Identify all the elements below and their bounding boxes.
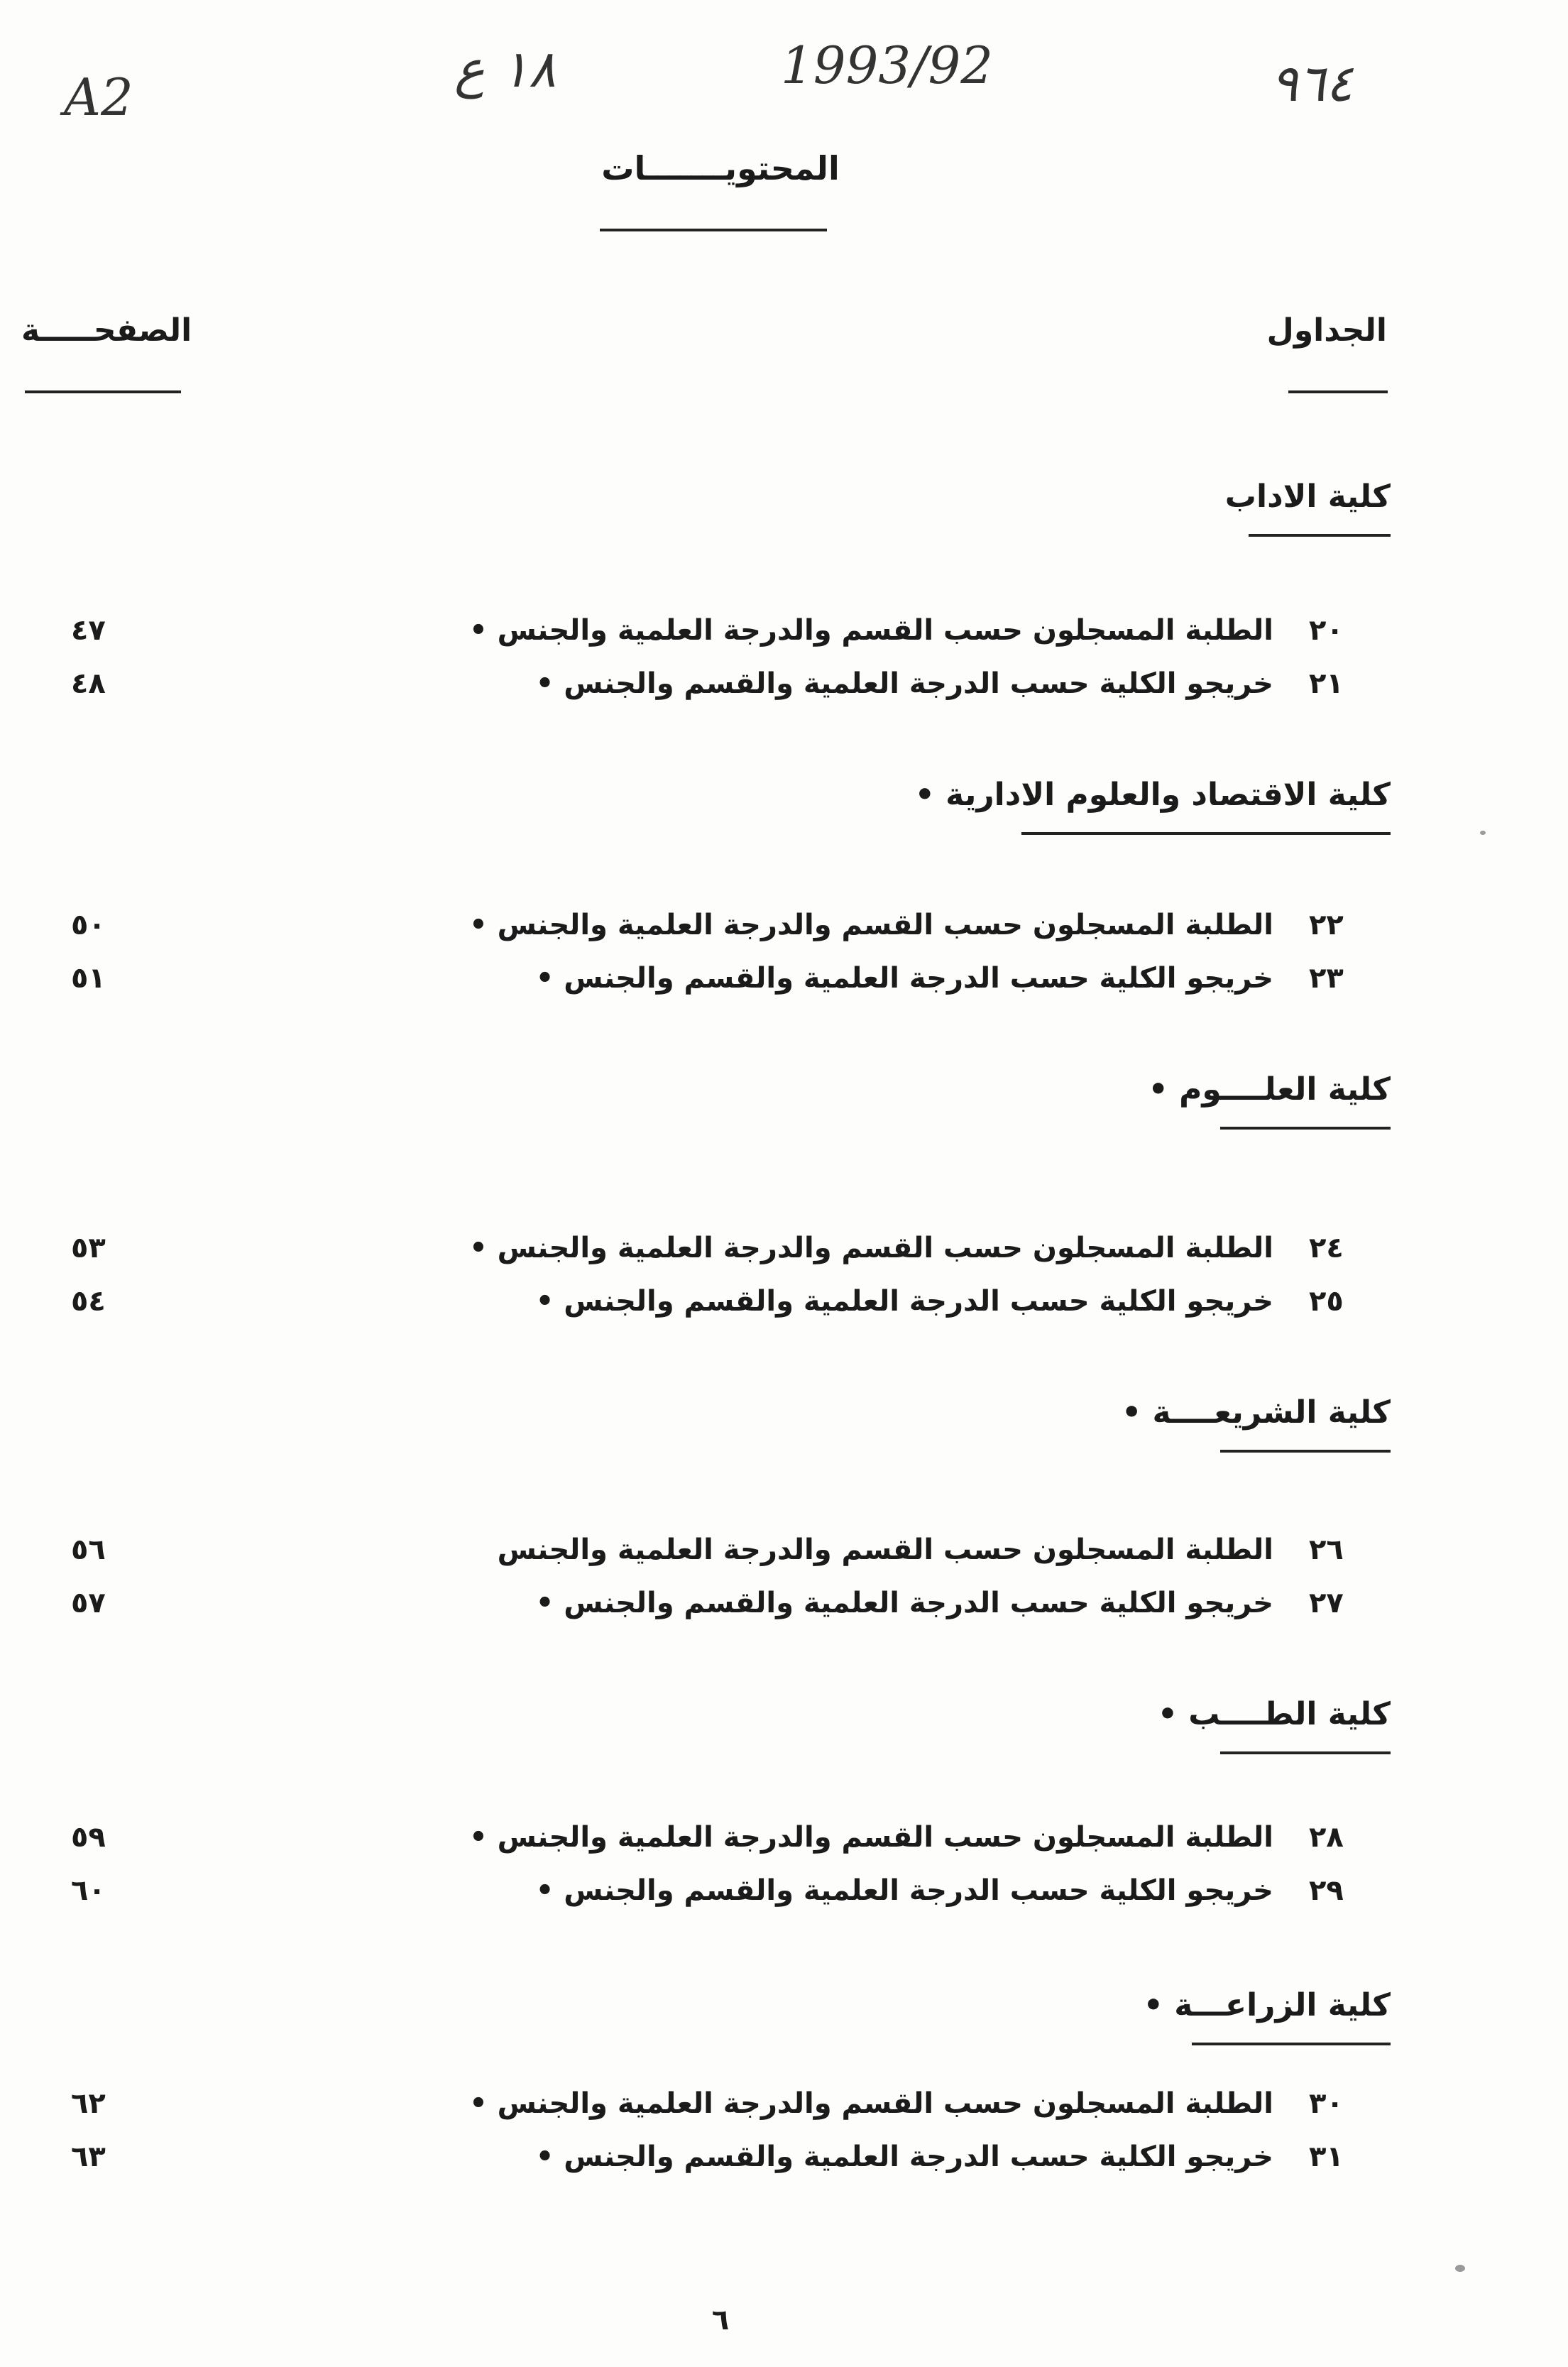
table-title: خريجو الكلية حسب الدرجة العلمية والقسم والجنس • <box>535 962 1273 995</box>
table-number: ٢٣ <box>1309 962 1344 995</box>
section-title: كلية العلــــوم • <box>1148 1071 1391 1108</box>
toc-entry <box>0 962 1568 1005</box>
section-underline <box>1220 1127 1391 1130</box>
toc-entry <box>0 909 1568 951</box>
section-underline <box>1220 1751 1391 1754</box>
toc-entry <box>0 2141 1568 2183</box>
table-title: خريجو الكلية حسب الدرجة العلمية والقسم والجنس • <box>535 1874 1273 1907</box>
section-faculty-of-science <box>1148 1068 1391 1130</box>
table-number: ٣٠ <box>1309 2087 1344 2120</box>
table-title: خريجو الكلية حسب الدرجة العلمية والقسم والجنس • <box>535 1285 1273 1318</box>
tables-column-underline <box>1288 390 1388 393</box>
page-reference: ٥٦ <box>71 1534 106 1566</box>
page-reference: ٥٩ <box>71 1821 106 1854</box>
page-reference: ٥١ <box>71 962 106 995</box>
handwritten-note-left: A2 <box>64 67 133 127</box>
toc-entry <box>0 1587 1568 1629</box>
page-reference: ٤٨ <box>71 667 106 700</box>
page-reference: ٥٧ <box>71 1587 106 1619</box>
title-underline <box>600 229 827 231</box>
page-title: المحتويـــــــات <box>601 149 840 187</box>
section-underline <box>1021 832 1391 835</box>
table-number: ٢٤ <box>1309 1232 1344 1264</box>
table-number: ٢٢ <box>1309 909 1344 941</box>
toc-entry <box>0 1821 1568 1864</box>
section-faculty-of-medicine <box>1158 1693 1391 1754</box>
toc-entry <box>0 2087 1568 2130</box>
page-reference: ٦٣ <box>71 2141 106 2173</box>
page-reference: ٤٧ <box>71 614 106 647</box>
section-faculty-of-agriculture <box>1144 1984 1391 2045</box>
table-number: ٢٩ <box>1309 1874 1344 1907</box>
table-number: ٢٠ <box>1309 614 1344 647</box>
section-faculty-of-arts <box>1225 476 1391 537</box>
page-column-underline <box>25 390 181 393</box>
toc-entry <box>0 1534 1568 1576</box>
table-title: الطلبة المسجلون حسب القسم والدرجة العلمية والجنس • <box>469 614 1273 647</box>
table-number: ٢٦ <box>1309 1534 1344 1566</box>
page-reference: ٥٣ <box>71 1232 106 1264</box>
section-title: كلية الاداب <box>1224 479 1391 515</box>
table-title: الطلبة المسجلون حسب القسم والدرجة العلمية والجنس • <box>469 2087 1273 2120</box>
table-number: ٣١ <box>1309 2141 1344 2173</box>
page-column-header: الصفحـــــة <box>21 312 192 349</box>
toc-entry <box>0 1874 1568 1917</box>
section-underline <box>1249 534 1391 537</box>
page-number: ٦ <box>711 2304 730 2336</box>
table-number: ٢٧ <box>1309 1587 1344 1619</box>
section-title: كلية الشريعــــة • <box>1122 1394 1391 1431</box>
handwritten-note-year: 1993/92 <box>781 35 994 95</box>
table-title: الطلبة المسجلون حسب القسم والدرجة العلمية والجنس • <box>469 1821 1273 1854</box>
section-title: كلية الاقتصاد والعلوم الادارية • <box>914 777 1391 813</box>
scan-speck <box>1455 2265 1465 2272</box>
table-number: ٢١ <box>1309 667 1344 700</box>
table-title: الطلبة المسجلون حسب القسم والدرجة العلمية والجنس • <box>469 1232 1273 1264</box>
toc-entry <box>0 667 1568 710</box>
table-title: خريجو الكلية حسب الدرجة العلمية والقسم والجنس • <box>535 667 1273 700</box>
handwritten-note-right: ٩٦٤ <box>1271 53 1354 113</box>
section-underline <box>1192 2043 1391 2045</box>
table-title: خريجو الكلية حسب الدرجة العلمية والقسم والجنس • <box>535 1587 1273 1619</box>
toc-entry <box>0 1232 1568 1274</box>
table-title: الطلبة المسجلون حسب القسم والدرجة العلمية والجنس <box>497 1534 1273 1566</box>
section-title: كلية الزراعـــة • <box>1143 1987 1391 2023</box>
handwritten-note-reference: ١٨ ع <box>454 39 557 99</box>
table-number: ٢٨ <box>1309 1821 1344 1854</box>
scan-speck <box>1480 831 1486 835</box>
toc-entry <box>0 614 1568 657</box>
section-faculty-of-economics <box>915 774 1391 835</box>
page-reference: ٥٠ <box>71 909 106 941</box>
table-number: ٢٥ <box>1309 1285 1344 1318</box>
page-reference: ٦٢ <box>71 2087 106 2120</box>
tables-column-header: الجداول <box>1266 312 1387 349</box>
section-underline <box>1220 1450 1391 1453</box>
section-title: كلية الطــــب • <box>1157 1696 1391 1732</box>
section-faculty-of-sharia <box>1122 1392 1391 1453</box>
toc-entry <box>0 1285 1568 1328</box>
table-title: خريجو الكلية حسب الدرجة العلمية والقسم والجنس • <box>535 2141 1273 2173</box>
page-reference: ٥٤ <box>71 1285 106 1318</box>
table-title: الطلبة المسجلون حسب القسم والدرجة العلمية والجنس • <box>469 909 1273 941</box>
page-reference: ٦٠ <box>71 1874 106 1907</box>
